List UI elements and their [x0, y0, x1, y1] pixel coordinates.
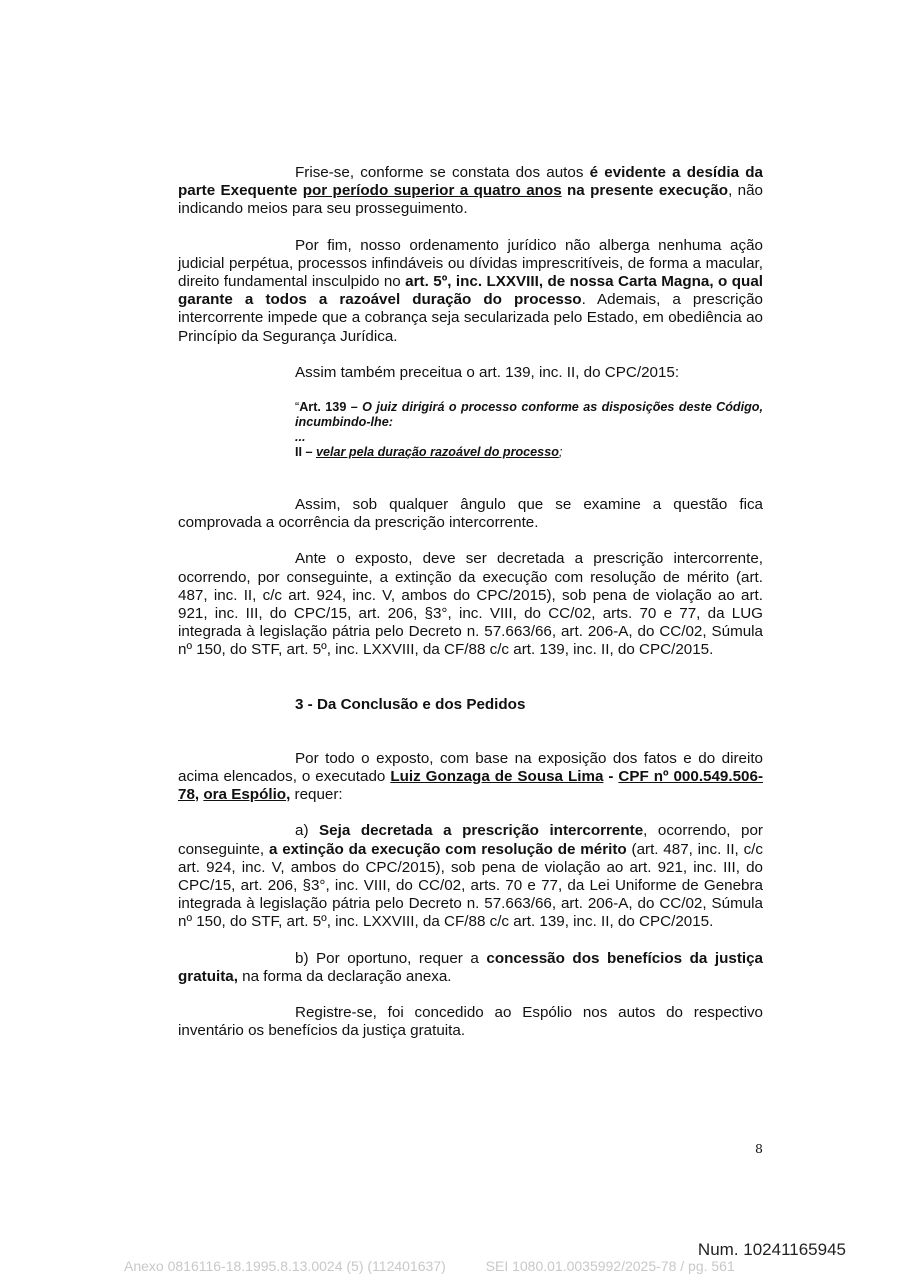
- quote-article: “Art. 139 – O juiz dirigirá o processo conforme as disposições deste Código, incumbindo-lhe:: [295, 400, 763, 430]
- document-number: Num. 10241165945: [697, 1240, 846, 1259]
- paragraph-preceitua: Assim também preceitua o art. 139, inc. II, do CPC/2015:: [295, 363, 680, 381]
- legal-quote: [295, 400, 763, 460]
- document-body: [178, 164, 763, 1059]
- paragraph-pedido-a: a) Seja decretada a prescrição intercorrente, ocorrendo, por conseguinte, a extinção da execução com resolução de mérito (art. 487, inc. II, c/c art. 924, inc. V, ambos do CPC/2015), sob pena de violação ao art. 921, inc. III, do CPC/15, art. 206, §3°, inc. VIII, do CC/02, arts. 70 e 77, da Lei Uniforme de Genebra integrada à legislação pátria pelo Decreto n. 57.663/66, art. 206-A, do CC/02, Súmula nº 150, do STF, art. 5º, inc. LXXVIII, da CF/88 c/c art. 139, inc. II, do CPC/2015.: [178, 822, 763, 931]
- quote-inciso: II – velar pela duração razoável do processo;: [295, 445, 563, 460]
- paragraph-desidia: Frise-se, conforme se constata dos autos é evidente a desídia da parte Exequente por período superior a quatro anos na presente execução, não indicando meios para seu prosseguimento.: [178, 164, 763, 218]
- paragraph-exposto: Ante o exposto, deve ser decretada a prescrição intercorrente, ocorrendo, por conseguinte, a extinção da execução com resolução de mérito (art. 487, inc. II, c/c art. 924, inc. V, ambos do CPC/2015), sob pena de violação ao art. 921, inc. III, do CPC/15, art. 206, §3°, inc. VIII, do CC/02, arts. 70 e 77, da LUG integrada à legislação pátria pelo Decreto n. 57.663/66, art. 206-A, do CC/02, Súmula nº 150, do STF, art. 5º, inc. LXXVIII, da CF/88 c/c art. 139, inc. II, do CPC/2015.: [178, 550, 763, 659]
- footer-watermark: [124, 1258, 804, 1274]
- paragraph-angulo: Assim, sob qualquer ângulo que se examine a questão fica comprovada a ocorrência da prescrição intercorrente.: [178, 496, 763, 532]
- paragraph-requer: Por todo o exposto, com base na exposição dos fatos e do direito acima elencados, o executado Luiz Gonzaga de Sousa Lima - CPF nº 000.549.506-78, ora Espólio, requer:: [178, 749, 763, 804]
- paragraph-registre: Registre-se, foi concedido ao Espólio nos autos do respectivo inventário os benefícios da justiça gratuita.: [178, 1004, 763, 1040]
- paragraph-pedido-b: b) Por oportuno, requer a concessão dos benefícios da justiça gratuita, na forma da declaração anexa.: [178, 949, 764, 985]
- page-number: 8: [755, 1141, 763, 1156]
- section-heading: 3 - Da Conclusão e dos Pedidos: [295, 695, 526, 713]
- paragraph-ordenamento: Por fim, nosso ordenamento jurídico não alberga nenhuma ação judicial perpétua, processos infindáveis ou dívidas imprescritíveis, de forma a macular, direito fundamental insculpido no art. 5º, inc. LXXVIII, de nossa Carta Magna, o qual garante a todos a razoável duração do processo. Ademais, a prescrição intercorrente impede que a cobrança seja secularizada pelo Estado, em obediência ao Princípio da Segurança Jurídica.: [178, 236, 763, 345]
- footer-sei: SEI 1080.01.0035992/2025-78 / pg. 561: [485, 1258, 735, 1274]
- quote-ellipsis: ...: [295, 430, 306, 445]
- footer-annex: Anexo 0816116-18.1995.8.13.0024 (5) (112401637): [124, 1258, 446, 1274]
